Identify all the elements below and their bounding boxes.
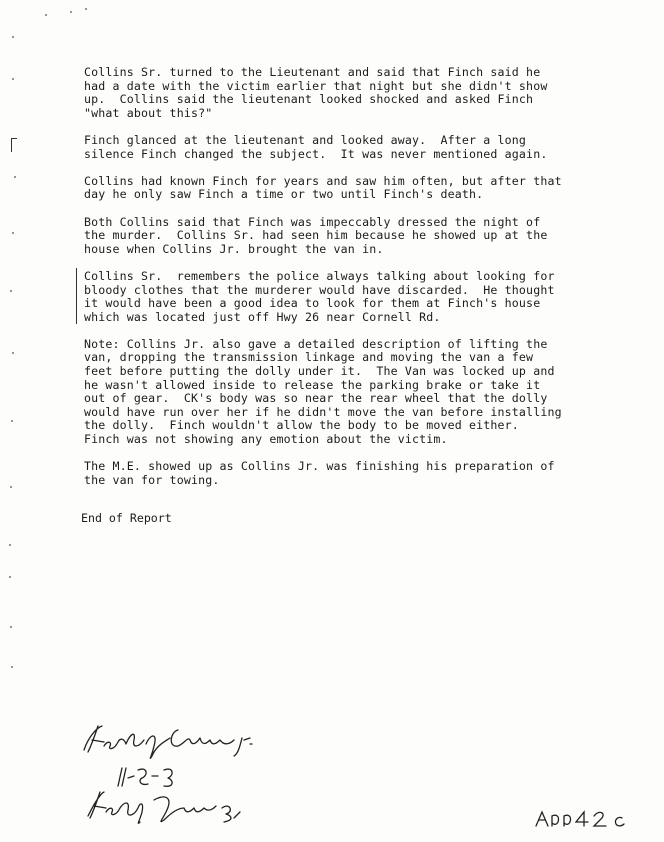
page-number-stamp — [532, 806, 632, 833]
text-line: Collins had known Finch for years and saw him often, but after that — [84, 173, 562, 188]
report-paragraph — [84, 175, 620, 202]
text-line: the murder. Collins Sr. had seen him because he showed up at the — [84, 228, 548, 243]
text-line: The M.E. showed up as Collins Jr. was finishing his preparation of — [84, 459, 555, 474]
end-of-report: End of Report — [81, 511, 172, 525]
speck — [12, 352, 14, 354]
margin-bracket — [11, 138, 12, 152]
text-line: silence Finch changed the subject. It was never mentioned again. — [84, 146, 548, 161]
report-paragraph — [84, 216, 620, 257]
speck — [45, 14, 47, 16]
report-paragraph — [84, 66, 620, 120]
text-line: day he only saw Finch a time or two until Finch's death. — [84, 187, 484, 202]
report-paragraph — [84, 460, 620, 487]
report-paragraph — [84, 338, 620, 447]
report-body — [84, 66, 620, 501]
speck — [14, 176, 16, 178]
report-paragraph — [84, 270, 620, 324]
text-line: Collins Sr. turned to the Lieutenant and said that Finch said he — [84, 65, 541, 79]
handwritten-page-mark — [532, 806, 632, 828]
speck — [10, 626, 12, 628]
text-line: Both Collins said that Finch was impeccably dressed the night of — [84, 214, 541, 229]
speck — [9, 544, 11, 546]
text-line: feet before putting the dolly under it. The Van was locked up and — [84, 364, 555, 379]
signature-drawing — [74, 716, 314, 828]
text-line: up. Collins said the lieutenant looked shocked and asked Finch — [84, 92, 534, 107]
text-line: Note: Collins Jr. also gave a detailed description of lifting the — [84, 336, 548, 351]
speck — [12, 36, 14, 38]
margin-bracket — [11, 138, 17, 139]
speck — [12, 78, 14, 80]
speck — [85, 8, 87, 10]
report-paragraph — [84, 134, 620, 161]
text-line: the van for towing. — [84, 472, 220, 487]
text-line: he wasn't allowed inside to release the parking brake or take it — [84, 377, 541, 392]
text-line: out of gear. CK's body was so near the rear wheel that the dolly — [84, 391, 548, 406]
text-line: which was located just off Hwy 26 near Cornell Rd. — [84, 309, 441, 324]
text-line: would have run over her if he didn't move the van before installing — [84, 404, 562, 419]
text-line: Finch was not showing any emotion about the victim. — [84, 432, 448, 447]
text-line: bloody clothes that the murderer would have discarded. He thought — [84, 282, 555, 297]
text-line: van, dropping the transmission linkage and moving the van a few — [84, 350, 534, 365]
text-line: Collins Sr. remembers the police always talking about looking for — [84, 268, 555, 283]
paragraph-sidebar-line — [76, 268, 77, 324]
text-line: it would have been a good idea to look for them at Finch's house — [84, 296, 541, 311]
text-line: had a date with the victim earlier that night but she didn't show — [84, 78, 548, 93]
speck — [70, 11, 72, 13]
text-line: house when Collins Jr. brought the van in. — [84, 241, 384, 256]
speck — [12, 232, 14, 234]
text-line: Finch glanced at the lieutenant and looked away. After a long — [84, 132, 527, 147]
text-line: the dolly. Finch wouldn't allow the body to be moved either. — [84, 418, 519, 433]
speck — [10, 290, 12, 292]
speck — [9, 576, 11, 578]
speck — [10, 486, 12, 488]
handwritten-signatures — [74, 716, 314, 833]
speck — [11, 666, 13, 668]
text-line: "what about this?" — [84, 105, 213, 120]
speck — [11, 420, 13, 422]
